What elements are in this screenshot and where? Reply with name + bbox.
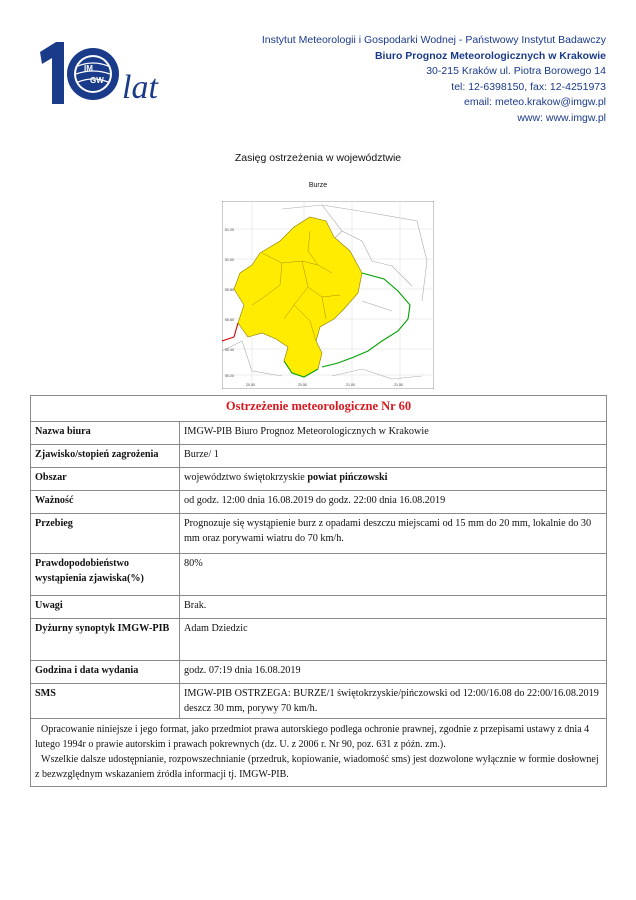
office-email[interactable]: email: meteo.krakow@imgw.pl: [464, 96, 606, 109]
row-label: Godzina i data wydania: [31, 661, 180, 684]
row-value: IMGW-PIB Biuro Prognoz Meteorologicznych w Krakowie: [180, 422, 607, 445]
institute-name: Instytut Meteorologii i Gospodarki Wodnej - Państwowy Instytut Badawczy: [261, 34, 606, 46]
row-label: Dyżurny synoptyk IMGW-PIB: [31, 619, 180, 661]
row-value: od godz. 12:00 dnia 16.08.2019 do godz. 22:00 dnia 16.08.2019: [180, 491, 607, 514]
table-row: [31, 554, 607, 596]
row-label: Nazwa biura: [31, 422, 180, 445]
row-value: IMGW-PIB OSTRZEGA: BURZE/1 świętokrzyskie/pińczowski od 12:00/16.08 do 22:00/16.08.2019 deszcz 30 mm, porywy 70 km/h.: [180, 684, 607, 719]
imgw-100-lat-logo: [38, 38, 188, 108]
table-row: [31, 661, 607, 684]
svg-text:21.50: 21.50: [394, 383, 403, 387]
table-row: [31, 445, 607, 468]
row-label: SMS: [31, 684, 180, 719]
row-value: godz. 07:19 dnia 16.08.2019: [180, 661, 607, 684]
table-row: [31, 596, 607, 619]
area-region: województwo świętokrzyskie: [184, 472, 305, 483]
row-label: Prawdopodobieństwo wystąpienia zjawiska(%): [31, 554, 180, 596]
row-value: Prognozuje się wystąpienie burz z opadami deszczu miejscami od 15 mm do 20 mm, lokalnie do 30 mm oraz porywami wiatru do 70 km/h.: [180, 514, 607, 554]
row-value: Burze/ 1: [180, 445, 607, 468]
row-label: Obszar: [31, 468, 180, 491]
table-row: [31, 619, 607, 661]
office-www[interactable]: www: www.imgw.pl: [517, 111, 606, 124]
office-address: 30-215 Kraków ul. Piotra Borowego 14: [426, 65, 606, 78]
row-label: Przebieg: [31, 514, 180, 554]
header-contact-block: [186, 33, 606, 127]
svg-text:GW: GW: [90, 76, 104, 85]
table-row: [31, 719, 607, 787]
table-row: [31, 684, 607, 719]
office-phone: tel: 12-6398150, fax: 12-4251973: [451, 80, 606, 93]
svg-text:51.00: 51.00: [225, 258, 234, 262]
copyright-notice: [31, 719, 607, 787]
row-value: Brak.: [180, 596, 607, 619]
svg-text:20.00: 20.00: [246, 383, 255, 387]
table-row: [31, 491, 607, 514]
svg-text:50.40: 50.40: [225, 348, 234, 352]
row-value: Adam Dziedzic: [180, 619, 607, 661]
svg-text:lat: lat: [122, 69, 158, 106]
warning-area-map: [222, 201, 434, 389]
row-value: 80%: [180, 554, 607, 596]
office-name: Biuro Prognoz Meteorologicznych w Krakowie: [374, 49, 606, 62]
svg-text:50.20: 50.20: [225, 374, 234, 378]
warning-title: Ostrzeżenie meteorologiczne Nr 60: [31, 396, 607, 422]
row-label: Uwagi: [31, 596, 180, 619]
svg-text:IM: IM: [84, 64, 93, 73]
copyright-text: Opracowanie niniejsze i jego format, jako przedmiot prawa autorskiego podlega ochronie prawnej, zgodnie z przepisami ustawy z dnia 4 lutego 1994r o prawie autorskim i prawach pokrewnych (dz. U. z 2006 r. Nr 90, poz. 631 z późn. zm.).: [35, 724, 590, 750]
table-row: [31, 468, 607, 491]
svg-text:50.60: 50.60: [225, 318, 234, 322]
warning-table: [30, 395, 607, 787]
svg-text:51.20: 51.20: [225, 228, 234, 232]
row-label: Zjawisko/stopień zagrożenia: [31, 445, 180, 468]
map-subtitle: Burze: [308, 182, 328, 189]
map-title: Zasięg ostrzeżenia w województwie: [234, 152, 402, 164]
svg-text:50.80: 50.80: [225, 288, 234, 292]
row-value: [180, 468, 607, 491]
svg-text:21.00: 21.00: [346, 383, 355, 387]
table-row: [31, 514, 607, 554]
redistribution-text: Wszelkie dalsze udostępnianie, rozpowszechnianie (przedruk, kopiowanie, wiadomość sms) jest dozwolone wyłącznie w formie dosłownej z bezwzględnym wskazaniem źródła informacji tj. IMGW-PIB.: [35, 754, 599, 780]
row-label: Ważność: [31, 491, 180, 514]
table-row: [31, 422, 607, 445]
svg-text:20.50: 20.50: [298, 383, 307, 387]
area-county: powiat pińczowski: [307, 472, 388, 483]
